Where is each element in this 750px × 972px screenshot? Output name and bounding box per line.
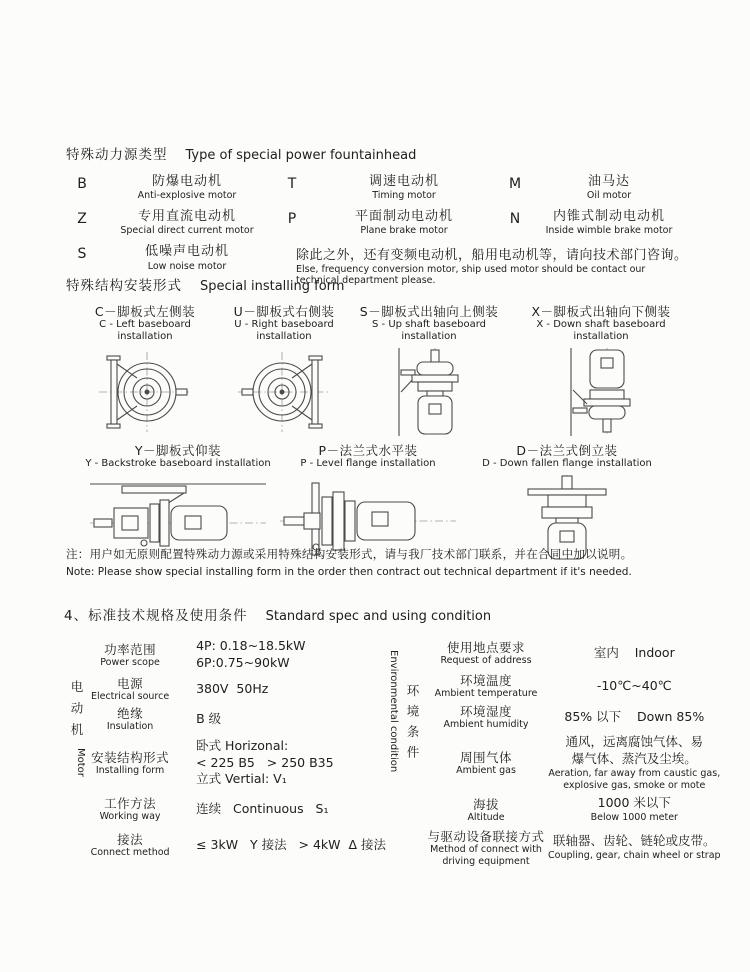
section-title-zh: 4、标准技术规格及使用条件 — [64, 608, 248, 624]
power-name — [530, 209, 688, 237]
row-label-zh: 周围气体 — [459, 749, 512, 765]
row-label-zh: 与驱动设备联接方式 — [427, 829, 545, 845]
install-label-d — [446, 443, 688, 470]
power-code: T — [287, 176, 297, 192]
spec-row-ambient-humidity — [424, 702, 723, 732]
row-value: 380V 50Hz — [196, 680, 269, 696]
install-labels-row1 — [66, 304, 688, 343]
section-title-zh: 特殊动力源类型 — [66, 147, 168, 163]
spec-row-connect-method — [74, 826, 386, 864]
row-label-zh: 环境温度 — [459, 672, 512, 688]
install-label-s — [344, 304, 514, 343]
c-left-baseboard-diagram — [97, 350, 193, 434]
section-title — [66, 274, 688, 294]
row-label-en: Working way — [99, 810, 161, 822]
install-label-zh: X－脚板式出轴向下侧装 — [531, 304, 671, 319]
standard-spec-section — [64, 604, 721, 870]
spec-row-electrical-source — [74, 674, 386, 704]
row-value: B 级 — [196, 710, 222, 726]
u-right-baseboard-diagram — [236, 350, 332, 434]
power-code: M — [508, 176, 522, 192]
install-labels-row2 — [66, 443, 688, 470]
spec-motor-group — [64, 636, 386, 870]
spec-row-drive-connection — [424, 826, 723, 870]
special-power-section — [66, 143, 688, 286]
install-label-en: X - Down shaft baseboard installation — [536, 319, 666, 342]
power-name — [98, 209, 276, 237]
install-label-en: P - Level flange installation — [300, 458, 436, 469]
row-value: 室内 Indoor — [593, 644, 675, 660]
row-label-zh: 海拔 — [472, 796, 499, 812]
install-label-zh: P－法兰式水平装 — [318, 443, 418, 458]
install-label-c — [66, 304, 224, 343]
spec-environment-group — [386, 636, 723, 870]
spec-row-altitude — [424, 794, 723, 826]
power-code: B — [77, 176, 87, 192]
power-name-zh: 油马达 — [587, 174, 630, 189]
install-label-zh: C－脚板式左侧装 — [94, 304, 196, 319]
install-diagrams-row1 — [66, 345, 688, 439]
power-name-zh: 内锥式制动电动机 — [552, 209, 665, 225]
power-type-table — [66, 174, 688, 286]
row-value: 85% 以下 Down 85% — [564, 708, 705, 724]
spec-row-insulation — [74, 704, 386, 734]
row-label-zh: 接法 — [117, 831, 144, 847]
environment-group-label-en: Environmental condition — [388, 650, 399, 773]
power-name — [98, 174, 276, 202]
p-level-flange-diagram — [278, 477, 458, 557]
installing-form-section — [66, 274, 688, 562]
power-name-zh: 低噪声电动机 — [144, 244, 229, 260]
install-label-zh: Y－脚板式仰装 — [134, 443, 222, 458]
install-label-en: S - Up shaft baseboard installation — [372, 319, 486, 342]
power-name-en: Low noise motor — [147, 260, 227, 272]
row-label-en: Method of connect with driving equipment — [430, 844, 542, 867]
section-title — [64, 604, 716, 624]
spec-row-working-way — [74, 792, 386, 826]
row-label-en: Installing form — [95, 764, 165, 776]
row-value: ≤ 3kW Y 接法 > 4kW Δ 接法 — [196, 836, 386, 852]
spec-row-ambient-gas — [424, 732, 723, 794]
row-label-zh: 使用地点要求 — [446, 639, 525, 655]
power-name — [530, 174, 688, 202]
spec-row-request-of-address — [424, 636, 723, 670]
motor-group-header — [64, 636, 86, 870]
power-code: S — [77, 246, 87, 263]
x-down-shaft-baseboard-diagram — [559, 346, 643, 438]
row-label-zh: 电源 — [117, 675, 144, 691]
install-label-en: Y - Backstroke baseboard installation — [85, 458, 271, 469]
power-name-en: Oil motor — [586, 190, 632, 202]
spec-row-installing-form — [74, 734, 386, 792]
row-value: -10℃~40℃ — [596, 677, 672, 693]
install-label-en: U - Right baseboard installation — [234, 319, 334, 342]
power-extra-en: Else, frequency conversion motor, ship used motor should be contact our technical department please. — [296, 264, 646, 287]
section-title-zh: 特殊结构安装形式 — [66, 278, 182, 294]
motor-group-label-zh: 电动机 — [69, 680, 84, 745]
section-title — [66, 143, 688, 163]
row-label-en: Request of address — [440, 654, 532, 666]
power-name — [308, 174, 500, 202]
motor-group-label-en: Motor — [75, 748, 86, 777]
install-label-x — [514, 304, 688, 343]
install-label-p — [290, 443, 446, 470]
footnote-en: Note: Please show special installing form in the order then contract out technical department if it's needed. — [66, 566, 632, 578]
footnote — [66, 546, 716, 578]
row-label-en: Electrical source — [90, 690, 170, 702]
row-label-en: Insulation — [106, 720, 154, 732]
power-name-en: Anti-explosive motor — [137, 190, 237, 202]
section-title-en: Standard spec and using condition — [265, 609, 492, 624]
spec-row-ambient-temperature — [424, 670, 723, 702]
row-value: 卧式 Horizonal: < 225 B5 > 250 B35 立式 Vertial: V₁ — [196, 737, 334, 787]
power-name-en: Special direct current motor — [120, 225, 254, 237]
power-name — [98, 244, 276, 272]
row-value: 联轴器、齿轮、链轮或皮带。 Coupling, gear, chain wheel or strap — [548, 833, 721, 862]
row-label-zh: 绝缘 — [117, 705, 144, 721]
row-label-zh: 工作方法 — [104, 795, 157, 811]
footnote-zh: 注：用户如无原则配置特殊动力源或采用特殊结构安装形式，请与我厂技术部门联系，并在合同中加以说明。 — [66, 547, 633, 561]
power-name-zh: 调速电动机 — [368, 174, 439, 189]
power-code: N — [509, 211, 521, 228]
row-value: 通风，远离腐蚀气体、易 爆气体、蒸汽及尘埃。 Aeration, far away from caustic gas, explosive gas, smoke or mote — [548, 733, 721, 791]
install-label-en: D - Down fallen flange installation — [482, 458, 652, 469]
power-name — [308, 209, 500, 237]
environment-group-header — [386, 636, 424, 870]
row-label-en: Power scope — [100, 656, 160, 668]
power-name-zh: 防爆电动机 — [151, 174, 222, 189]
power-name-en: Timing motor — [372, 190, 436, 202]
row-label-en: Altitude — [467, 811, 505, 823]
row-label-zh: 功率范围 — [104, 641, 157, 657]
install-label-zh: D－法兰式倒立装 — [516, 443, 618, 458]
row-value: 4P: 0.18~18.5kW 6P:0.75~90kW — [196, 638, 306, 670]
row-label-en: Ambient temperature — [434, 687, 538, 699]
power-code: P — [287, 211, 297, 228]
s-up-shaft-baseboard-diagram — [387, 346, 471, 438]
row-label-zh: 环境湿度 — [459, 703, 512, 719]
row-value: 1000 米以下 Below 1000 meter — [590, 795, 678, 824]
install-label-zh: U－脚板式右侧装 — [233, 304, 335, 319]
section-title-en: Type of special power fountainhead — [185, 148, 417, 163]
power-code: Z — [77, 211, 87, 228]
row-label-zh: 安装结构形式 — [91, 749, 170, 765]
power-name-zh: 平面制动电动机 — [354, 209, 453, 225]
install-label-u — [224, 304, 344, 343]
power-name-en: Plane brake motor — [360, 225, 448, 237]
row-value: 连续 Continuous S₁ — [196, 800, 329, 816]
row-label-en: Ambient gas — [456, 764, 516, 776]
install-label-zh: S－脚板式出轴向上侧装 — [359, 304, 499, 319]
row-label-en: Ambient humidity — [443, 718, 529, 730]
power-extra-zh: 除此之外，还有变频电动机，船用电动机等，请向技术部门咨询。 — [296, 248, 688, 264]
spec-row-power-scope — [74, 636, 386, 674]
y-backstroke-baseboard-diagram — [88, 477, 268, 557]
row-label-en: Connect method — [90, 846, 170, 858]
power-name-zh: 专用直流电动机 — [137, 209, 236, 225]
power-name-en: Inside wimble brake motor — [545, 225, 673, 237]
install-label-y — [66, 443, 290, 470]
install-label-en: C - Left baseboard installation — [99, 319, 191, 342]
spec-table — [64, 636, 721, 870]
section-title-en: Special installing form — [200, 279, 345, 294]
environment-group-label-zh: 环境条件 — [405, 684, 420, 766]
